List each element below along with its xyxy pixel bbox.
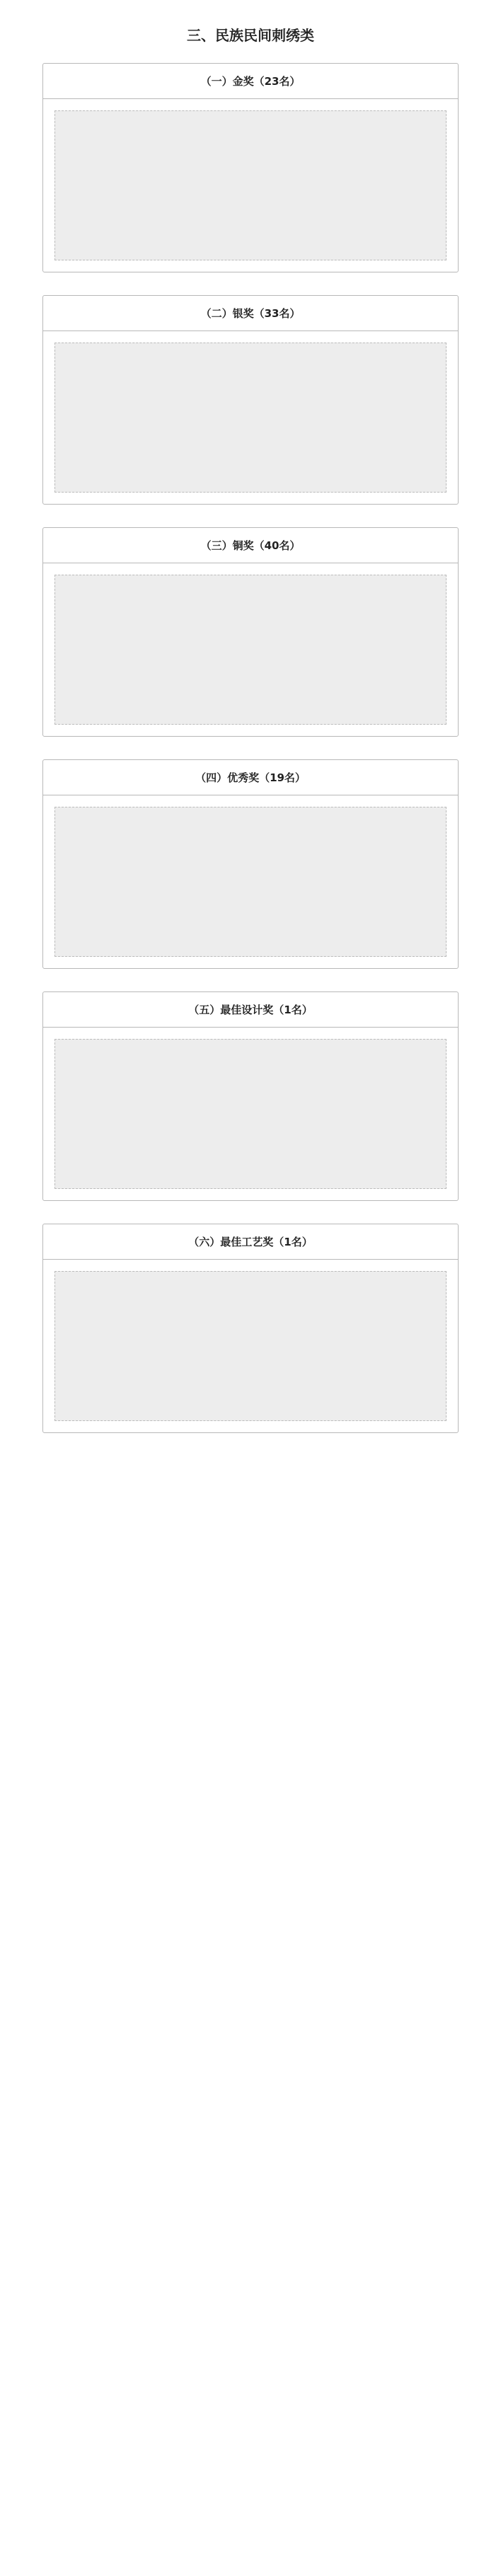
unreadable-table-region: [54, 575, 447, 725]
document-title: 三、民族民间刺绣类: [187, 27, 314, 44]
category-silver: [42, 295, 459, 505]
unreadable-table-region: [54, 110, 447, 260]
unreadable-table-region: [54, 1271, 447, 1421]
category-title: （三）铜奖（40名）: [43, 528, 458, 563]
category-gold: [42, 63, 459, 272]
category-excellence: [42, 759, 459, 969]
category-title: （四）优秀奖（19名）: [43, 760, 458, 795]
category-title: （六）最佳工艺奖（1名）: [43, 1224, 458, 1260]
category-title: （五）最佳设计奖（1名）: [43, 992, 458, 1028]
category-title: （二）银奖（33名）: [43, 296, 458, 331]
category-best-design: [42, 991, 459, 1201]
unreadable-table-region: [54, 807, 447, 957]
category-best-craft: [42, 1224, 459, 1433]
category-bronze: [42, 527, 459, 737]
unreadable-table-region: [54, 1039, 447, 1189]
category-title: （一）金奖（23名）: [43, 64, 458, 99]
unreadable-table-region: [54, 343, 447, 493]
